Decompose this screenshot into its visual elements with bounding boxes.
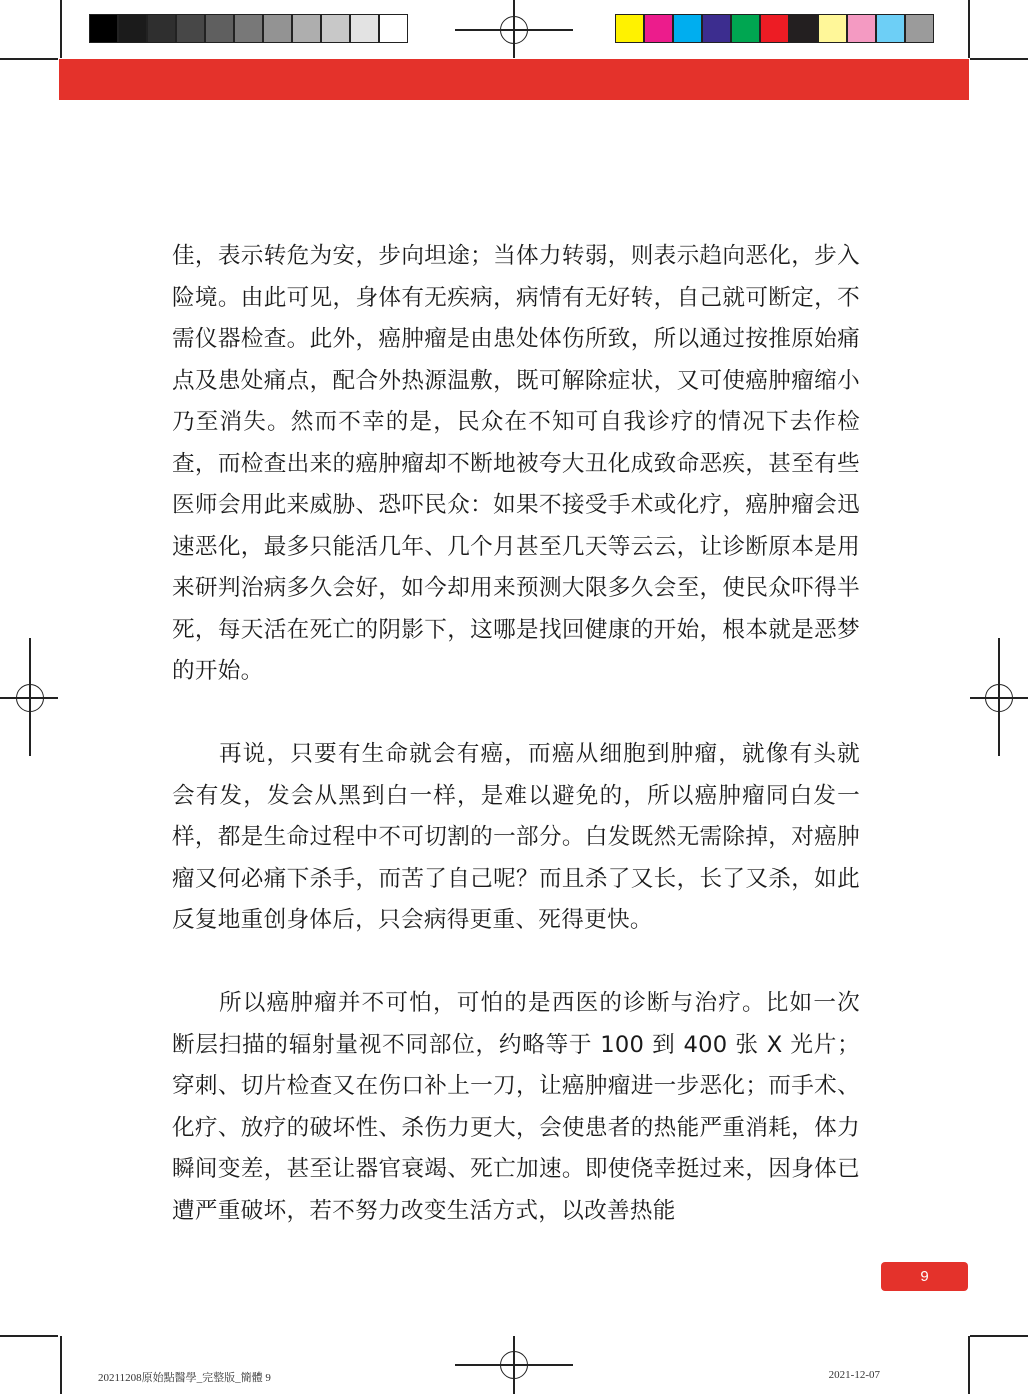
- crop-mark: [970, 1335, 1028, 1337]
- calibration-swatch: [731, 14, 760, 43]
- calibration-swatch: [205, 14, 234, 43]
- calibration-swatch: [876, 14, 905, 43]
- calibration-swatch: [176, 14, 205, 43]
- registration-circle: [985, 684, 1013, 712]
- calibration-swatch: [263, 14, 292, 43]
- slug-filename: 20211208原始點醫學_完整版_簡體 9: [98, 1372, 271, 1384]
- calibration-swatch: [673, 14, 702, 43]
- calibration-swatch: [702, 14, 731, 43]
- calibration-swatch: [847, 14, 876, 43]
- paragraph-1: 佳，表示转危为安，步向坦途；当体力转弱，则表示趋向恶化，步入险境。由此可见，身体有无疾病，病情有无好转，自己就可断定，不需仪器检查。此外，癌肿瘤是由患处体伤所致，所以通过按推原始痛点及患处痛点，配合外热源温敷，既可解除症状，又可使癌肿瘤缩小乃至消失。然而不幸的是，民众在不知可自我诊疗的情况下去作检查，而检查出来的癌肿瘤却不断地被夸大丑化成致命恶疾，甚至有些医师会用此来威胁、恐吓民众：如果不接受手术或化疗，癌肿瘤会迅速恶化，最多只能活几年、几个月甚至几天等云云，让诊断原本是用来研判治病多久会好，如今却用来预测大限多久会至，使民众吓得半死，每天活在死亡的阴影下，这哪是找回健康的开始，根本就是恶梦的开始。: [172, 243, 860, 684]
- paragraph-3: 所以癌肿瘤并不可怕，可怕的是西医的诊断与治疗。比如一次断层扫描的辐射量视不同部位，约略等于 100 到 400 张 X 光片；穿刺、切片检查又在伤口补上一刀，让癌肿瘤进一步恶化；而手术、化疗、放疗的破坏性、杀伤力更大，会使患者的热能严重消耗，体力瞬间变差，甚至让器官衰竭、死亡加速。即使侥幸挺过来，因身体已遭严重破坏，若不努力改变生活方式，以改善热能: [172, 990, 860, 1224]
- calibration-swatch: [89, 14, 118, 43]
- calibration-swatch: [234, 14, 263, 43]
- crop-mark: [968, 0, 970, 58]
- header-band: [59, 59, 969, 100]
- registration-circle: [500, 1351, 528, 1379]
- calibration-swatch: [644, 14, 673, 43]
- color-calibration-bar: [615, 14, 934, 45]
- registration-circle: [16, 684, 44, 712]
- crop-mark: [0, 58, 58, 60]
- calibration-swatch: [789, 14, 818, 43]
- calibration-swatch: [292, 14, 321, 43]
- crop-mark: [60, 0, 62, 58]
- calibration-swatch: [147, 14, 176, 43]
- crop-mark: [60, 1336, 62, 1394]
- calibration-swatch: [118, 14, 147, 43]
- paragraph-2: 再说，只要有生命就会有癌，而癌从细胞到肿瘤，就像有头就会有发，发会从黑到白一样，是难以避免的，所以癌肿瘤同白发一样，都是生命过程中不可切割的一部分。白发既然无需除掉，对癌肿瘤又何必痛下杀手，而苦了自己呢？而且杀了又长，长了又杀，如此反复地重创身体后，只会病得更重、死得更快。: [172, 741, 860, 933]
- crop-mark: [0, 1335, 58, 1337]
- article-body: [172, 236, 860, 1232]
- grayscale-calibration-bar: [89, 14, 408, 45]
- calibration-swatch: [379, 14, 408, 43]
- crop-mark: [968, 1336, 970, 1394]
- slug-date: 2021-12-07: [828, 1369, 880, 1381]
- calibration-swatch: [905, 14, 934, 43]
- calibration-swatch: [321, 14, 350, 43]
- calibration-swatch: [615, 14, 644, 43]
- crop-mark: [970, 58, 1028, 60]
- page-number: 9: [881, 1262, 968, 1291]
- calibration-swatch: [350, 14, 379, 43]
- calibration-swatch: [760, 14, 789, 43]
- registration-circle: [500, 16, 528, 44]
- calibration-swatch: [818, 14, 847, 43]
